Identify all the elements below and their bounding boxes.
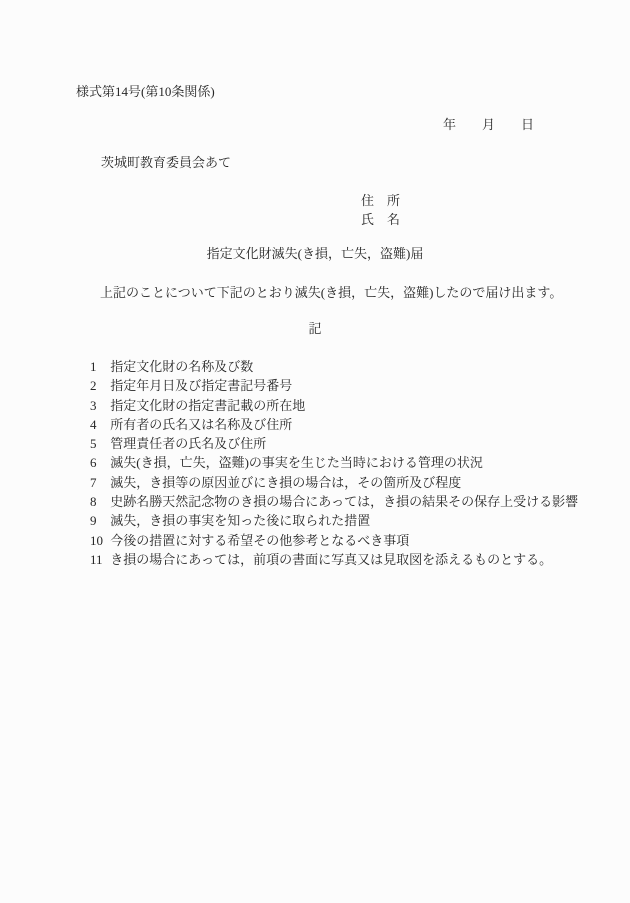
list-item-text: 指定年月日及び指定書記号番号 [110, 378, 293, 394]
body-text: 上記のことについて下記のとおり滅失(き損，亡失，盗難)したので届け出ます。 [100, 285, 563, 300]
list-item-number: 4 [90, 416, 97, 432]
list-item [90, 492, 590, 511]
list-item-text: き損の場合にあっては，前項の書面に写真又は見取図を添えるものとする。 [110, 551, 553, 567]
list-item-number: 10 [90, 532, 103, 548]
list-item-text: 滅失(き損，亡失，盗難)の事実を生じた当時における管理の状況 [110, 455, 483, 471]
list-item-number: 1 [90, 359, 97, 374]
list-item-text: 指定文化財の指定書記載の所在地 [110, 397, 306, 413]
list-item-number: 6 [90, 455, 97, 471]
list-item [90, 453, 590, 472]
list-item [90, 376, 590, 395]
list-item-text: 所有者の氏名又は名称及び住所 [110, 416, 293, 432]
list-item [90, 550, 590, 569]
list-item [90, 396, 590, 415]
list-item-number: 9 [90, 513, 97, 529]
list-item [90, 473, 590, 492]
list-item-number: 7 [90, 474, 97, 490]
name-label: 氏 名 [361, 212, 401, 227]
list-item-number: 3 [90, 397, 97, 413]
addressee: 茨城町教育委員会あて [101, 155, 232, 170]
list-item-number: 11 [90, 551, 103, 567]
list-item-text: 管理責任者の氏名及び住所 [110, 436, 267, 452]
list-item-number: 5 [90, 436, 97, 452]
date-line: 年 月 日 [443, 117, 535, 132]
document-title: 指定文化財滅失(き損，亡失，盗難)届 [206, 246, 424, 261]
list-item-text: 指定文化財の名称及び数 [110, 359, 254, 374]
list-item-text: 今後の措置に対する希望その他参考となるべき事項 [110, 532, 410, 548]
list-item [90, 531, 590, 550]
list-item-number: 2 [90, 378, 97, 394]
numbered-list [90, 357, 590, 569]
list-item [90, 357, 590, 376]
list-item-text: 史跡名勝天然記念物のき損の場合にあっては，き損の結果その保存上受ける影響 [110, 494, 579, 510]
list-item-number: 8 [90, 494, 97, 510]
list-item [90, 415, 590, 434]
address-label: 住 所 [361, 193, 401, 208]
section-marker: 記 [308, 321, 322, 336]
form-number: 様式第14号(第10条関係) [76, 84, 215, 99]
list-item [90, 511, 590, 530]
list-item-text: 滅失，き損の事実を知った後に取られた措置 [110, 513, 371, 529]
list-item [90, 434, 590, 453]
list-item-text: 滅失，き損等の原因並びにき損の場合は，その箇所及び程度 [110, 474, 462, 490]
